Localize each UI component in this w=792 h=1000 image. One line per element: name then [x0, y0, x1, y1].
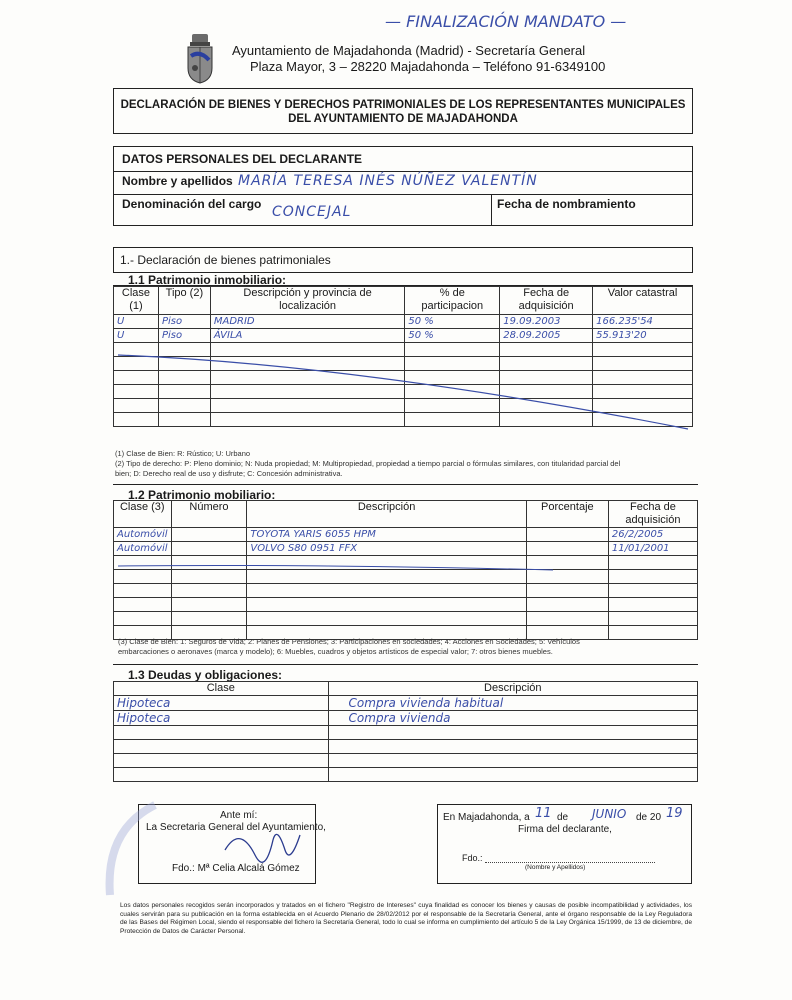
col-porcentaje: Porcentaje [526, 501, 608, 528]
strike-line-inmo [113, 345, 693, 435]
cell: VOLVO S80 0951 FFX [247, 542, 526, 556]
title-box [113, 88, 693, 134]
de2-label: de 20 [636, 812, 662, 823]
col-numero: Número [171, 501, 247, 528]
nombre-label: (Nombre y Apellidos) [525, 864, 586, 871]
cell: 11/01/2001 [608, 542, 697, 556]
col-clase: Clase [114, 682, 329, 696]
cell: 19.09.2003 [500, 315, 593, 329]
deudas-table [113, 681, 698, 782]
cell [526, 542, 608, 556]
title-line2: DEL AYUNTAMIENTO DE MAJADAHONDA [288, 113, 518, 125]
deudas-heading: 1.3 Deudas y obligaciones: [128, 668, 283, 682]
col-participacion: % de participacion [405, 287, 500, 315]
cell: Automóvil [114, 528, 172, 542]
cell [526, 528, 608, 542]
cell: 166.235'54 [593, 315, 693, 329]
bienes-heading: 1.- Declaración de bienes patrimoniales [120, 253, 331, 267]
cell: 26/2/2005 [608, 528, 697, 542]
title-line1: DECLARACIÓN DE BIENES Y DERECHOS PATRIMONIALES DE LOS REPRESENTANTES MUNICIPALES [120, 99, 686, 111]
cell: 50 % [405, 329, 500, 343]
table-row [114, 315, 693, 329]
cell: Compra vivienda habitual [328, 696, 697, 711]
cell: Automóvil [114, 542, 172, 556]
col-descripcion: Descripción [328, 682, 697, 696]
cell: TOYOTA YARIS 6055 HPM [247, 528, 526, 542]
cell: U [114, 315, 159, 329]
footer-legal: Los datos personales recogidos serán incorporados y tratados en el fichero "Registro de Intereses" cuya finalidad es conocer los bienes y causas de posible incompatibilidad y actividades, los cuales servirán para su publicación en la forma establecida en el Acuerdo Plenario de 28/02/2012 por el responsable de la Secretaría General, ante el órgano responsable de la Ley Reguladora de las Bases del Régimen Local, siendo el responsable del fichero la Secretaría General, todo lo cual se informa en cumplimiento del artículo 5 de la Ley Orgánica 15/1999, de 13 de diciembre, de Protección de Datos de Carácter Personal. [120, 902, 692, 935]
mes-value: JUNIO [592, 807, 627, 821]
fecha-nombramiento-label: Fecha de nombramiento [497, 197, 636, 211]
cell [171, 528, 247, 542]
cell: U [114, 329, 159, 343]
table-row [114, 542, 698, 556]
secretaria-label: La Secretaria General del Ayuntamiento, [146, 822, 326, 833]
stamp-icon [100, 800, 160, 900]
col-fecha: Fecha de adquisición [608, 501, 697, 528]
col-clase: Clase (3) [114, 501, 172, 528]
col-clase: Clase (1) [114, 287, 159, 315]
col-tipo: Tipo (2) [158, 287, 210, 315]
name-value: MARÍA TERESA INÉS NÚÑEZ VALENTÍN [238, 173, 538, 189]
table-row [114, 329, 693, 343]
cell: 55.913'20 [593, 329, 693, 343]
strike-line-mobi [113, 560, 698, 580]
name-label: Nombre y apellidos [122, 174, 233, 188]
cell: 50 % [405, 315, 500, 329]
cell: Piso [158, 329, 210, 343]
cell: Piso [158, 315, 210, 329]
inmo-heading: 1.1 Patrimonio inmobiliario: [128, 273, 287, 287]
col-valor: Valor catastral [593, 287, 693, 315]
fdo-label: Fdo.: [462, 853, 483, 863]
secretaria-fdo: Fdo.: Mª Celia Alcalá Gómez [172, 863, 300, 874]
table-row [114, 711, 698, 726]
cell: MADRID [210, 315, 404, 329]
lugar-label: En Majadahonda, a [443, 812, 530, 823]
cell [171, 542, 247, 556]
firma-label: Firma del declarante, [518, 824, 612, 835]
col-descripcion: Descripción y provincia de localización [210, 287, 404, 315]
personal-heading: DATOS PERSONALES DEL DECLARANTE [122, 152, 363, 166]
secretaria-signature-icon [215, 820, 305, 880]
dia-value: 11 [535, 806, 552, 821]
crest-icon [185, 32, 215, 89]
col-fecha: Fecha de adquisición [500, 287, 593, 315]
header-line1: Ayuntamiento de Majadahonda (Madrid) - Secretaría General [232, 43, 586, 58]
notes-inmo: (1) Clase de Bien: R: Rústico; U: Urbano (2) Tipo de derecho: P: Pleno dominio; N: Nuda propiedad; M: Multipropiedad, propiedad a tiempo parcial o fórmulas similares, con titularidad parcial del bien; D: Derecho real de uso y disfrute; C: Concesión administrativa. [115, 449, 621, 478]
col-descripcion: Descripción [247, 501, 526, 528]
mobi-heading: 1.2 Patrimonio mobiliario: [128, 488, 276, 502]
de1-label: de [557, 812, 569, 823]
notes-mobi: (3) Clase de Bien: 1: Seguros de Vida; 2: Planes de Pensiones; 3: Participaciones en sociedades; 4: Acciones en Sociedades; 5: Vehículos embarcaciones o aeronaves (marca y modelo); 6: Muebles, cuadros y objetos artísticos de especial valor; 7: otros bienes muebles. [118, 637, 580, 656]
ante-label: Ante mí: [220, 810, 258, 821]
annotation-finalizacion: — FINALIZACIÓN MANDATO — [385, 12, 627, 31]
cell: ÁVILA [210, 329, 404, 343]
cell: Hipoteca [114, 711, 329, 726]
table-row [114, 696, 698, 711]
cargo-label: Denominación del cargo [122, 197, 262, 211]
table-row [114, 528, 698, 542]
header-line2: Plaza Mayor, 3 – 28220 Majadahonda – Teléfono 91-6349100 [250, 59, 606, 74]
cell: 28.09.2005 [500, 329, 593, 343]
cargo-value: CONCEJAL [272, 204, 352, 220]
cell: Compra vivienda [328, 711, 697, 726]
anio-value: 19 [666, 806, 683, 821]
cell: Hipoteca [114, 696, 329, 711]
